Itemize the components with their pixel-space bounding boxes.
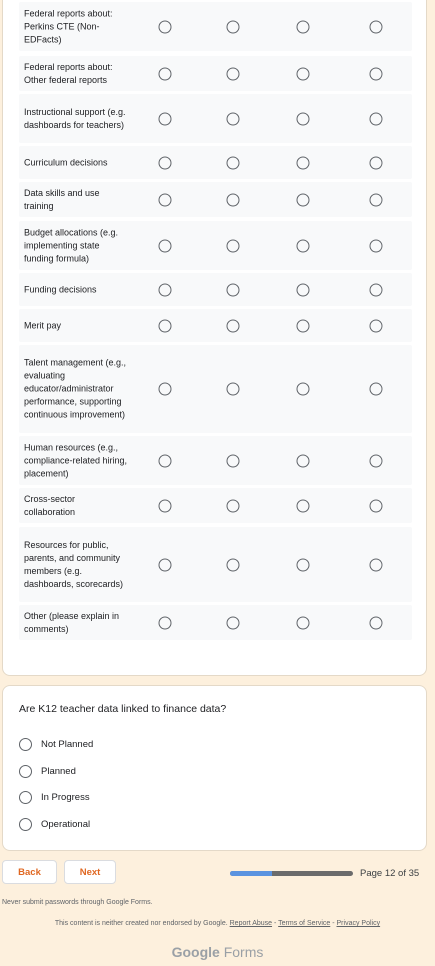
- option-label: In Progress: [41, 791, 90, 803]
- grid-radio-col-4[interactable]: [370, 156, 383, 169]
- grid-radio-col-3[interactable]: [297, 558, 310, 571]
- grid-radio-col-1[interactable]: [159, 454, 172, 467]
- grid-row: [19, 605, 412, 640]
- grid-row-label: Budget allocations (e.g. implementing state funding formula): [24, 227, 119, 263]
- grid-radio-col-4[interactable]: [370, 239, 383, 252]
- grid-row: [19, 436, 412, 485]
- grid-radio-col-3[interactable]: [297, 67, 310, 80]
- option-in-progress[interactable]: [19, 788, 90, 806]
- grid-radio-col-1[interactable]: [159, 319, 172, 332]
- grid-radio-col-2[interactable]: [227, 616, 240, 629]
- grid-radio-col-2[interactable]: [227, 193, 240, 206]
- grid-radio-col-2[interactable]: [227, 383, 240, 396]
- grid-radio-col-1[interactable]: [159, 499, 172, 512]
- option-not-planned[interactable]: [19, 735, 93, 753]
- grid-radio-col-1[interactable]: [159, 283, 172, 296]
- grid-row: [19, 345, 412, 433]
- grid-radio-col-3[interactable]: [297, 20, 310, 33]
- grid-radio-col-1[interactable]: [159, 156, 172, 169]
- grid-radio-col-1[interactable]: [159, 383, 172, 396]
- radio-circle-icon[interactable]: [19, 791, 32, 804]
- radio-circle-icon[interactable]: [19, 738, 32, 751]
- google-forms-logo: [0, 944, 435, 960]
- grid-radio-col-4[interactable]: [370, 616, 383, 629]
- disclaimer-text: This content is neither created nor endorsed by Google.: [54, 920, 228, 927]
- grid-radio-col-1[interactable]: [159, 67, 172, 80]
- report-abuse-link[interactable]: Report Abuse: [229, 920, 273, 927]
- privacy-link[interactable]: Privacy Policy: [336, 920, 381, 927]
- grid-row-label: Resources for public, parents, and community members (e.g. dashboards, scorecards): [24, 539, 124, 589]
- radio-circle-icon[interactable]: [19, 765, 32, 778]
- grid-row: [19, 2, 412, 51]
- grid-radio-col-4[interactable]: [370, 454, 383, 467]
- grid-radio-col-2[interactable]: [227, 239, 240, 252]
- grid-row-label: Merit pay: [24, 320, 62, 330]
- grid-radio-col-4[interactable]: [370, 499, 383, 512]
- grid-radio-col-2[interactable]: [227, 20, 240, 33]
- grid-row-label: Federal reports about: Perkins CTE (Non-EDFacts): [24, 8, 113, 44]
- grid-radio-col-4[interactable]: [370, 112, 383, 125]
- option-label: Planned: [41, 765, 76, 777]
- grid-radio-col-3[interactable]: [297, 319, 310, 332]
- brand-forms: Forms: [223, 944, 264, 960]
- option-label: Not Planned: [41, 738, 94, 750]
- grid-radio-col-2[interactable]: [227, 283, 240, 296]
- grid-radio-col-2[interactable]: [227, 558, 240, 571]
- option-label: Operational: [41, 818, 91, 830]
- grid-row: [19, 56, 412, 91]
- grid-radio-col-4[interactable]: [370, 20, 383, 33]
- grid-radio-col-1[interactable]: [159, 112, 172, 125]
- grid-radio-col-1[interactable]: [159, 616, 172, 629]
- grid-radio-col-3[interactable]: [297, 499, 310, 512]
- grid-row-label: Instructional support (e.g. dashboards for teachers): [24, 106, 126, 130]
- grid-radio-col-4[interactable]: [370, 558, 383, 571]
- back-button[interactable]: Back: [2, 860, 57, 884]
- grid-radio-col-4[interactable]: [370, 283, 383, 296]
- grid-radio-col-1[interactable]: [159, 20, 172, 33]
- grid-row-label: Talent management (e.g., evaluating educator/administrator performance, supporting continuous improvement): [24, 357, 127, 420]
- grid-radio-col-3[interactable]: [297, 156, 310, 169]
- grid-row: [19, 94, 412, 143]
- grid-row-label: Funding decisions: [24, 284, 97, 294]
- grid-question-card: [2, 0, 427, 676]
- grid-radio-col-3[interactable]: [297, 454, 310, 467]
- grid-row: [19, 221, 412, 270]
- option-planned[interactable]: [19, 762, 76, 780]
- question-title: Are K12 teacher data linked to finance data?: [19, 703, 227, 715]
- grid-row: [19, 146, 412, 179]
- page-indicator: Page 12 of 35: [360, 868, 420, 879]
- grid-radio-col-1[interactable]: [159, 239, 172, 252]
- grid-radio-col-1[interactable]: [159, 193, 172, 206]
- brand-google: Google: [171, 944, 220, 960]
- grid-row-label: Curriculum decisions: [24, 157, 108, 167]
- grid-row: [19, 488, 412, 523]
- grid-radio-col-3[interactable]: [297, 193, 310, 206]
- grid-radio-col-3[interactable]: [297, 112, 310, 125]
- grid-radio-col-2[interactable]: [227, 319, 240, 332]
- progress-bar-fill: [230, 871, 272, 876]
- grid-row-label: Federal reports about: Other federal reports: [24, 61, 113, 85]
- grid-row: [19, 309, 412, 342]
- grid-row: [19, 182, 412, 217]
- grid-radio-col-2[interactable]: [227, 454, 240, 467]
- grid-row: [19, 527, 412, 602]
- grid-radio-col-3[interactable]: [297, 616, 310, 629]
- option-operational[interactable]: [19, 815, 90, 833]
- grid-radio-col-2[interactable]: [227, 112, 240, 125]
- password-warning: Never submit passwords through Google Forms.: [2, 899, 153, 906]
- grid-radio-col-3[interactable]: [297, 283, 310, 296]
- grid-radio-col-4[interactable]: [370, 383, 383, 396]
- question-card: [2, 685, 427, 851]
- grid-radio-col-4[interactable]: [370, 319, 383, 332]
- grid-radio-col-4[interactable]: [370, 193, 383, 206]
- grid-row-label: Cross-sector collaboration: [24, 493, 76, 517]
- terms-link[interactable]: Terms of Service: [278, 920, 331, 927]
- grid-radio-col-2[interactable]: [227, 156, 240, 169]
- grid-radio-col-4[interactable]: [370, 67, 383, 80]
- progress-bar: [230, 871, 353, 876]
- grid-row-label: Data skills and use training: [24, 187, 100, 211]
- grid-radio-col-3[interactable]: [297, 239, 310, 252]
- radio-circle-icon[interactable]: [19, 818, 32, 831]
- footer-disclaimer: This content is neither created nor endorsed by Google. Report Abuse - Terms of Service - Privacy Policy: [54, 920, 381, 927]
- next-button[interactable]: Next: [64, 860, 116, 884]
- grid-radio-col-2[interactable]: [227, 499, 240, 512]
- grid-radio-col-2[interactable]: [227, 67, 240, 80]
- grid-radio-col-3[interactable]: [297, 383, 310, 396]
- grid-row-label: Human resources (e.g., compliance-related hiring, placement): [24, 442, 128, 478]
- grid-row: [19, 273, 412, 306]
- grid-row-label: Other (please explain in comments): [24, 610, 120, 634]
- grid-radio-col-1[interactable]: [159, 558, 172, 571]
